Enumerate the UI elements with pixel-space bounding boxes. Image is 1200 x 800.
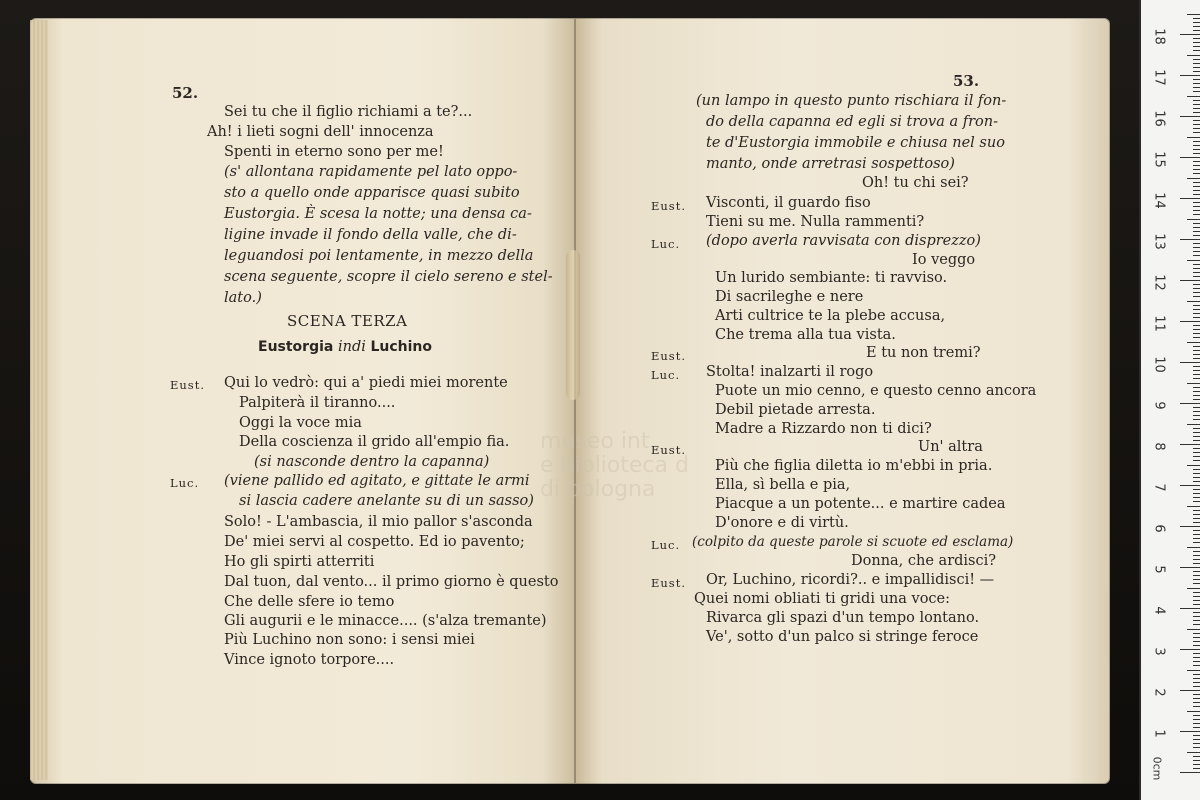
stage-direction: (s' allontana rapidamente pel lato oppo- — [224, 164, 518, 180]
ruler-tick — [1193, 735, 1200, 736]
ruler-tick — [1193, 264, 1200, 265]
ruler-number: 7 — [1151, 483, 1167, 492]
ruler-tick — [1193, 243, 1200, 244]
ruler-tick — [1193, 559, 1200, 560]
ruler-tick — [1193, 538, 1200, 539]
ruler-tick — [1180, 526, 1200, 527]
ruler-number: 8 — [1151, 442, 1167, 451]
ruler-tick — [1193, 469, 1200, 470]
ruler-tick — [1187, 178, 1200, 179]
ruler-number: 17 — [1151, 69, 1167, 86]
ruler-tick — [1193, 59, 1200, 60]
ruler-tick — [1187, 301, 1200, 302]
scene-title: SCENA TERZA — [287, 312, 408, 330]
character-name: Luchino — [370, 339, 433, 355]
ruler-tick — [1193, 600, 1200, 601]
ruler-tick — [1193, 227, 1200, 228]
speaker-label: Luc. — [651, 237, 681, 251]
ruler-tick — [1193, 83, 1200, 84]
left-line: Sei tu che il figlio richiami a te?... — [224, 104, 473, 120]
ruler-tick — [1193, 206, 1200, 207]
ruler-tick — [1193, 415, 1200, 416]
ruler-tick — [1193, 756, 1200, 757]
ruler-number: 10 — [1151, 356, 1167, 373]
dialogue-line: Or, Luchino, ricordi?.. e impallidisci! — — [706, 572, 995, 588]
ruler-tick — [1193, 272, 1200, 273]
ruler-tick — [1193, 604, 1200, 605]
ruler-tick — [1193, 493, 1200, 494]
dialogue-line: E tu non tremi? — [866, 345, 981, 361]
ruler-tick — [1193, 169, 1200, 170]
ruler-tick — [1193, 641, 1200, 642]
ruler-tick — [1193, 202, 1200, 203]
ruler-tick — [1193, 378, 1200, 379]
ruler-tick — [1193, 743, 1200, 744]
dialogue-line: Stolta! inalzarti il rogo — [706, 364, 874, 380]
stage-direction: sto a quello onde apparisce quasi subito — [224, 185, 520, 201]
ruler-tick — [1193, 715, 1200, 716]
ruler-tick — [1193, 132, 1200, 133]
ruler-tick — [1193, 149, 1200, 150]
ruler-tick — [1193, 497, 1200, 498]
ruler-tick — [1193, 288, 1200, 289]
ruler-tick — [1193, 760, 1200, 761]
dialogue-line: Più che figlia diletta io m'ebbi in pria. — [715, 458, 993, 474]
speaker-label: Eust. — [651, 349, 686, 363]
ruler-tick — [1193, 616, 1200, 617]
character-name: Eustorgia — [258, 339, 334, 355]
stage-direction: Eustorgia. È scesa la notte; una densa ca- — [224, 206, 532, 222]
stage-direction: (si nasconde dentro la capanna) — [254, 454, 490, 470]
speaker-label: Eust. — [170, 378, 205, 392]
ruler-tick — [1193, 153, 1200, 154]
ruler-tick — [1193, 87, 1200, 88]
ruler-tick — [1193, 399, 1200, 400]
dialogue-line: Visconti, il guardo fiso — [706, 195, 871, 211]
ruler-tick — [1193, 79, 1200, 80]
dialogue-line: Qui lo vedrò: qui a' piedi miei morente — [224, 375, 508, 391]
ruler-tick — [1193, 583, 1200, 584]
dialogue-line: Ho gli spirti atterriti — [224, 554, 375, 570]
ruler-tick — [1193, 702, 1200, 703]
ruler-tick — [1193, 190, 1200, 191]
subtitle-connector: indi — [337, 339, 366, 355]
ruler-tick — [1193, 67, 1200, 68]
ruler-tick — [1193, 542, 1200, 543]
ruler-tick — [1193, 173, 1200, 174]
ruler-tick — [1193, 419, 1200, 420]
dialogue-line: Puote un mio cenno, e questo cenno ancora — [715, 383, 1037, 399]
museum-watermark: museo int e biblioteca d di bologna — [540, 429, 689, 502]
dialogue-line: Gli augurii e le minacce.... (s'alza tremante) — [224, 613, 547, 629]
ruler-tick — [1193, 727, 1200, 728]
ruler-tick — [1187, 96, 1200, 97]
ruler-tick — [1193, 186, 1200, 187]
dialogue-line: Della coscienza il grido all'empio fia. — [239, 434, 510, 450]
dialogue-line: Più Luchino non sono: i sensi miei — [224, 632, 475, 648]
ruler-tick — [1193, 592, 1200, 593]
ruler-tick — [1193, 440, 1200, 441]
dialogue-line: Rivarca gli spazi d'un tempo lontano. — [706, 610, 980, 626]
stage-direction: si lascia cadere anelante su di un sasso) — [239, 493, 534, 509]
ruler-tick — [1193, 46, 1200, 47]
dialogue-line: Che trema alla tua vista. — [715, 327, 896, 343]
ruler-tick — [1193, 448, 1200, 449]
ruler-tick — [1193, 350, 1200, 351]
ruler-tick — [1193, 112, 1200, 113]
ruler-number: 11 — [1151, 315, 1167, 332]
ruler-tick — [1193, 50, 1200, 51]
ruler-tick — [1180, 485, 1200, 486]
ruler-tick — [1180, 403, 1200, 404]
dialogue-line: Quei nomi obliati ti gridi una voce: — [694, 591, 951, 607]
ruler-tick — [1193, 686, 1200, 687]
ruler-tick — [1193, 214, 1200, 215]
stage-direction: lato.) — [224, 290, 262, 306]
speaker-label: Eust. — [651, 199, 686, 213]
ruler-tick — [1193, 354, 1200, 355]
ruler-tick — [1193, 637, 1200, 638]
ruler-tick — [1193, 477, 1200, 478]
ruler-tick — [1193, 305, 1200, 306]
ruler-tick — [1193, 514, 1200, 515]
ruler-tick — [1187, 219, 1200, 220]
ruler-tick — [1193, 255, 1200, 256]
ruler-tick — [1193, 329, 1200, 330]
ruler-tick — [1193, 292, 1200, 293]
ruler-tick — [1193, 317, 1200, 318]
ruler-tick — [1193, 432, 1200, 433]
ruler-tick — [1193, 575, 1200, 576]
stage-direction: ligine invade il fondo della valle, che di- — [224, 227, 517, 243]
ruler-tick — [1193, 411, 1200, 412]
ruler-tick — [1193, 251, 1200, 252]
ruler-number: 2 — [1151, 688, 1167, 697]
ruler-tick — [1193, 313, 1200, 314]
ruler-tick — [1180, 649, 1200, 650]
ruler-tick — [1193, 370, 1200, 371]
ruler-tick — [1187, 342, 1200, 343]
ruler-tick — [1193, 128, 1200, 129]
dialogue-line: Che delle sfere io temo — [224, 594, 395, 610]
ruler-number: 9 — [1151, 401, 1167, 410]
ruler-tick — [1180, 567, 1200, 568]
ruler-tick — [1193, 231, 1200, 232]
ruler-tick — [1193, 473, 1200, 474]
ruler-tick — [1180, 362, 1200, 363]
ruler-tick — [1193, 235, 1200, 236]
ruler-tick — [1193, 141, 1200, 142]
ruler-tick — [1193, 661, 1200, 662]
speaker-label: Luc. — [170, 476, 200, 490]
ruler-tick — [1193, 510, 1200, 511]
ruler-tick — [1193, 22, 1200, 23]
ruler-tick — [1193, 165, 1200, 166]
ruler-number: 5 — [1151, 565, 1167, 574]
ruler-tick — [1180, 280, 1200, 281]
ruler-tick — [1180, 690, 1200, 691]
scene-subtitle — [258, 339, 432, 355]
ruler-tick — [1193, 337, 1200, 338]
speaker-label: Eust. — [651, 576, 686, 590]
ruler-tick — [1193, 223, 1200, 224]
dialogue-line: Oggi la voce mia — [239, 415, 362, 431]
dialogue-line: Vince ignoto torpore.... — [224, 652, 395, 668]
dialogue-line: Ella, sì bella e pia, — [715, 477, 851, 493]
stage-direction: (colpito da queste parole si scuote ed esclama) — [692, 534, 1014, 550]
ruler-tick — [1193, 366, 1200, 367]
ruler-tick — [1180, 116, 1200, 117]
ruler-tick — [1193, 284, 1200, 285]
ruler-tick — [1193, 210, 1200, 211]
dialogue-line: Un' altra — [918, 439, 983, 455]
ruler-tick — [1193, 653, 1200, 654]
ruler-tick — [1193, 489, 1200, 490]
ruler-tick — [1187, 137, 1200, 138]
ruler-tick — [1180, 75, 1200, 76]
ruler-number: 14 — [1151, 192, 1167, 209]
ruler-tick — [1193, 194, 1200, 195]
left-line: Ah! i lieti sogni dell' innocenza — [207, 124, 434, 140]
ruler-tick — [1187, 260, 1200, 261]
ruler-tick — [1193, 633, 1200, 634]
ruler-tick — [1187, 588, 1200, 589]
ruler-tick — [1193, 26, 1200, 27]
ruler-tick — [1193, 91, 1200, 92]
ruler-tick — [1193, 563, 1200, 564]
ruler-tick — [1193, 739, 1200, 740]
ruler-tick — [1187, 711, 1200, 712]
dialogue-line: Dal tuon, dal vento... il primo giorno è questo — [224, 574, 559, 590]
ruler-tick — [1193, 374, 1200, 375]
ruler-tick — [1180, 731, 1200, 732]
stage-direction: leguandosi poi lentamente, in mezzo della — [224, 248, 534, 264]
ruler-tick — [1180, 157, 1200, 158]
page-number-left: 52. — [172, 84, 199, 102]
ruler-number: 18 — [1151, 28, 1167, 45]
ruler-tick — [1193, 391, 1200, 392]
ruler-tick — [1193, 120, 1200, 121]
ruler-tick — [1187, 506, 1200, 507]
ruler-tick — [1193, 534, 1200, 535]
dialogue-line: Di sacrileghe e nere — [715, 289, 864, 305]
stage-direction: (viene pallido ed agitato, e gittate le armi — [224, 473, 530, 489]
ruler-tick — [1193, 678, 1200, 679]
right-page — [575, 18, 1110, 784]
ruler-tick — [1193, 764, 1200, 765]
dialogue-line: Palpiterà il tiranno.... — [239, 395, 396, 411]
ruler-tick — [1193, 124, 1200, 125]
ruler-tick — [1193, 428, 1200, 429]
ruler-number: 16 — [1151, 110, 1167, 127]
dialogue-line: Madre a Rizzardo non ti dici? — [715, 421, 932, 437]
dialogue-line: Tieni su me. Nulla rammenti? — [706, 214, 925, 230]
ruler-tick — [1193, 276, 1200, 277]
speaker-label: Luc. — [651, 368, 681, 382]
ruler-tick — [1187, 424, 1200, 425]
ruler-tick — [1193, 555, 1200, 556]
dialogue-line: Oh! tu chi sei? — [862, 175, 969, 191]
ruler-tick — [1193, 63, 1200, 64]
ruler-tick — [1193, 665, 1200, 666]
dialogue-line: Ve', sotto d'un palco si stringe feroce — [706, 629, 979, 645]
ruler-number: 12 — [1151, 274, 1167, 291]
ruler-tick — [1193, 296, 1200, 297]
stage-direction: do della capanna ed egli si trova a fron- — [706, 114, 998, 130]
ruler-tick — [1193, 325, 1200, 326]
ruler-tick — [1193, 452, 1200, 453]
ruler-tick — [1193, 30, 1200, 31]
ruler-tick — [1193, 501, 1200, 502]
ruler-tick — [1193, 456, 1200, 457]
ruler-tick — [1193, 530, 1200, 531]
ruler-tick — [1193, 596, 1200, 597]
ruler-tick — [1193, 18, 1200, 19]
ruler-tick — [1193, 182, 1200, 183]
dialogue-line: Un lurido sembiante: ti ravviso. — [715, 270, 948, 286]
ruler-tick — [1193, 395, 1200, 396]
speaker-label: Luc. — [651, 538, 681, 552]
book-gutter — [566, 250, 580, 400]
ruler-tick — [1193, 522, 1200, 523]
page-number-right: 53. — [953, 72, 980, 90]
stage-direction: (un lampo in questo punto rischiara il fon- — [696, 93, 1007, 109]
dialogue-line: Donna, che ardisci? — [851, 553, 997, 569]
ruler-tick — [1193, 268, 1200, 269]
dialogue-line: Arti cultrice te la plebe accusa, — [715, 308, 946, 324]
ruler-tick — [1180, 321, 1200, 322]
ruler-tick — [1193, 460, 1200, 461]
ruler-tick — [1193, 407, 1200, 408]
ruler-tick — [1193, 333, 1200, 334]
stage-direction: (dopo averla ravvisata con disprezzo) — [706, 233, 981, 249]
ruler-tick — [1180, 198, 1200, 199]
ruler-tick — [1193, 719, 1200, 720]
ruler-tick — [1193, 682, 1200, 683]
ruler-tick — [1193, 518, 1200, 519]
ruler-tick — [1193, 38, 1200, 39]
ruler-tick — [1193, 723, 1200, 724]
ruler-tick — [1187, 14, 1200, 15]
ruler-number: 15 — [1151, 151, 1167, 168]
ruler-tick — [1180, 772, 1200, 773]
ruler-unit-label: 0cm — [1150, 756, 1164, 781]
ruler-tick — [1193, 108, 1200, 109]
ruler-tick — [1180, 444, 1200, 445]
ruler-tick — [1193, 768, 1200, 769]
ruler-tick — [1193, 551, 1200, 552]
dialogue-line: Io veggo — [912, 252, 976, 268]
ruler-tick — [1193, 706, 1200, 707]
ruler-number: 13 — [1151, 233, 1167, 250]
ruler-tick — [1193, 161, 1200, 162]
ruler-tick — [1193, 624, 1200, 625]
dialogue-line: De' miei servi al cospetto. Ed io pavento; — [224, 534, 525, 550]
ruler-tick — [1193, 612, 1200, 613]
ruler-tick — [1193, 481, 1200, 482]
dialogue-line: D'onore e di virtù. — [715, 515, 849, 531]
ruler-tick — [1193, 674, 1200, 675]
ruler-tick — [1193, 71, 1200, 72]
stage-direction: scena seguente, scopre il cielo sereno e stel- — [224, 269, 553, 285]
ruler-tick — [1187, 752, 1200, 753]
ruler-tick — [1180, 239, 1200, 240]
ruler-tick — [1193, 645, 1200, 646]
ruler-tick — [1193, 104, 1200, 105]
ruler-tick — [1187, 55, 1200, 56]
ruler-tick — [1193, 747, 1200, 748]
ruler-tick — [1193, 309, 1200, 310]
ruler-tick — [1193, 145, 1200, 146]
stage-direction: manto, onde arretrasi sospettoso) — [706, 156, 955, 172]
ruler-tick — [1193, 620, 1200, 621]
ruler-tick — [1193, 100, 1200, 101]
left-line: Spenti in eterno sono per me! — [224, 144, 444, 160]
ruler-tick — [1193, 579, 1200, 580]
ruler-number: 4 — [1151, 606, 1167, 615]
ruler-tick — [1193, 42, 1200, 43]
ruler-tick — [1193, 387, 1200, 388]
ruler-tick — [1187, 629, 1200, 630]
ruler-tick — [1193, 436, 1200, 437]
ruler-tick — [1193, 247, 1200, 248]
ruler-tick — [1193, 358, 1200, 359]
ruler-tick — [1193, 694, 1200, 695]
ruler-tick — [1193, 346, 1200, 347]
dialogue-line: Solo! - L'ambascia, il mio pallor s'asconda — [224, 514, 533, 530]
stage-direction: te d'Eustorgia immobile e chiusa nel suo — [706, 135, 1005, 151]
ruler-number: 1 — [1151, 729, 1167, 738]
ruler-tick — [1193, 571, 1200, 572]
ruler-tick — [1187, 383, 1200, 384]
ruler-tick — [1180, 34, 1200, 35]
ruler-tick — [1180, 608, 1200, 609]
page-edges — [30, 20, 48, 780]
ruler-tick — [1187, 465, 1200, 466]
ruler-tick — [1187, 547, 1200, 548]
ruler-tick — [1193, 698, 1200, 699]
ruler-number: 3 — [1151, 647, 1167, 656]
measuring-ruler — [1139, 0, 1200, 800]
dialogue-line: Piacque a un potente... e martire cadea — [715, 496, 1006, 512]
ruler-tick — [1187, 670, 1200, 671]
dialogue-line: Debil pietade arresta. — [715, 402, 876, 418]
speaker-label: Eust. — [651, 443, 686, 457]
ruler-number: 6 — [1151, 524, 1167, 533]
ruler-tick — [1193, 657, 1200, 658]
